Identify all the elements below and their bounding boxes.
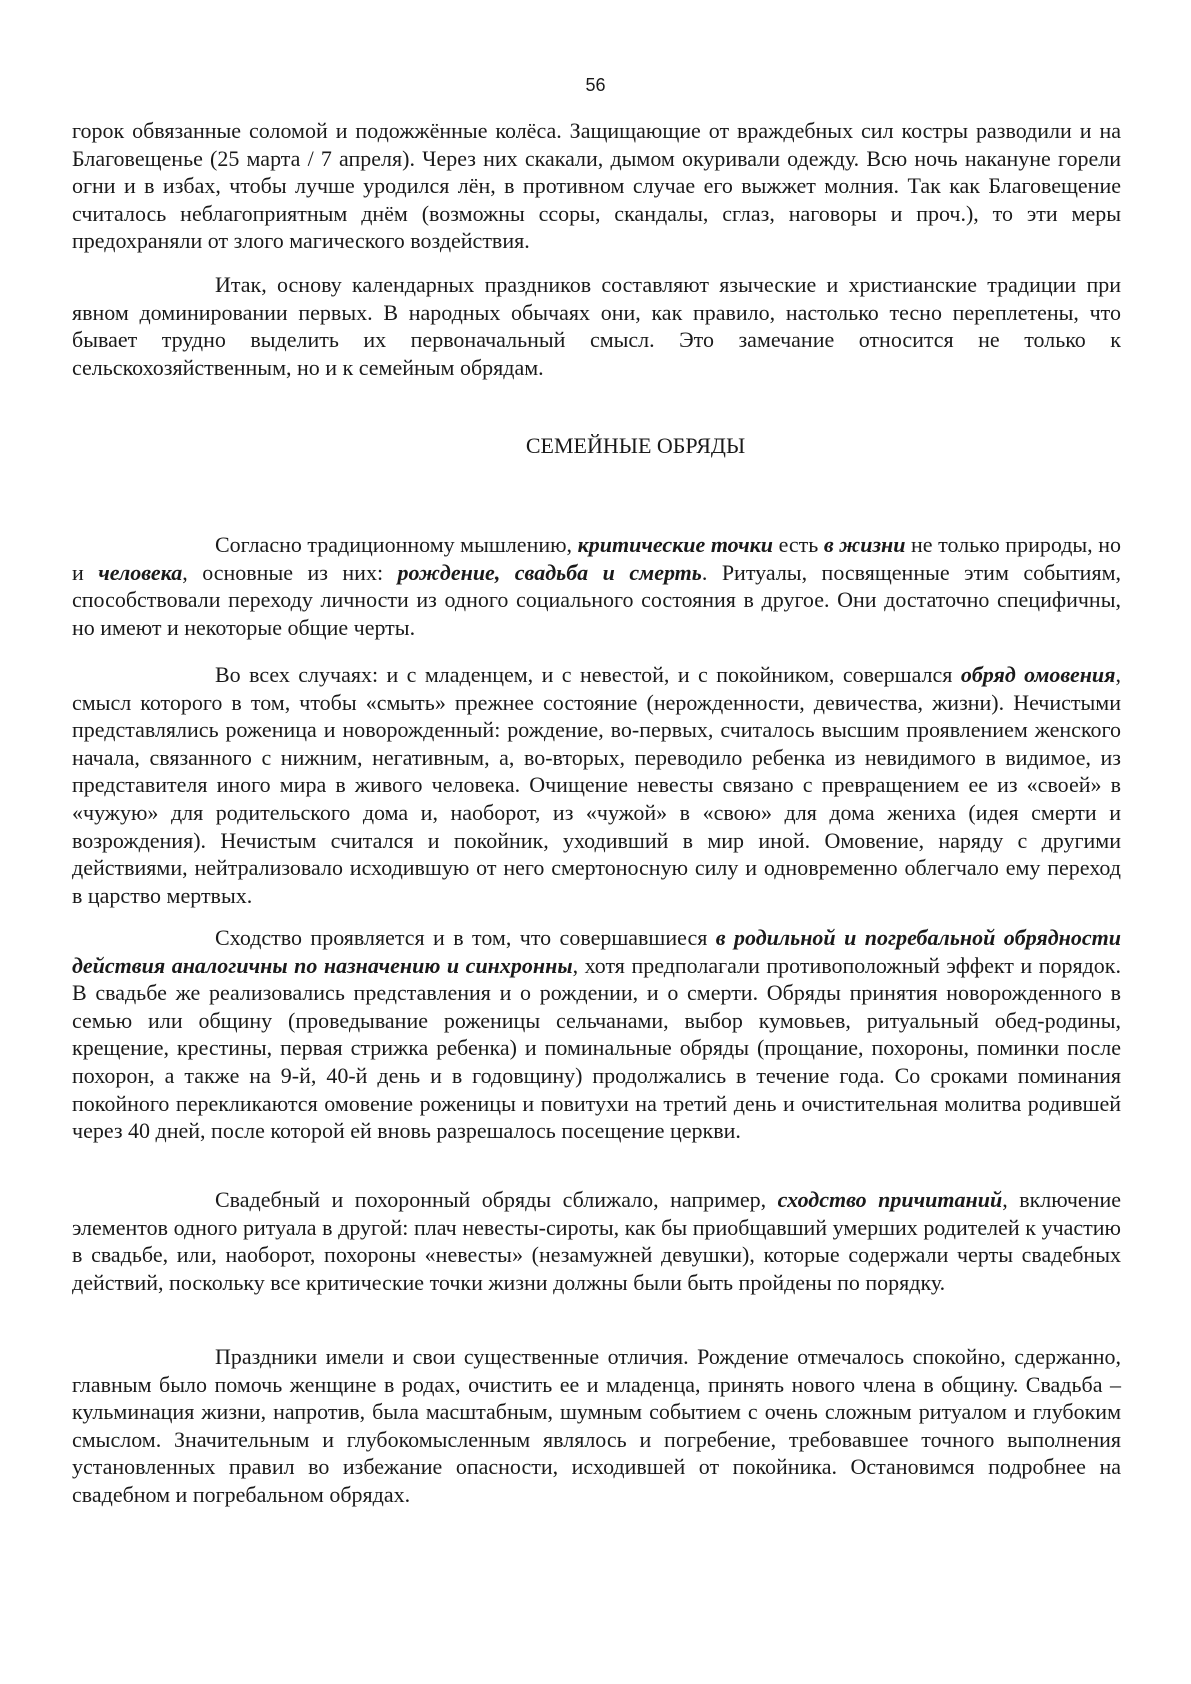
p3-text-5: . Ритуалы, посвященные этим событиям, способствовали переходу личности из одного социального состояния в другое. Они достаточно специфичны, но имеют и некоторые общие черты. (72, 559, 1121, 640)
paragraph-2 (72, 271, 1121, 381)
p5-emphasis-rituals-similar: в родильной и погребальной обрядности действия аналогичны по назначению и синхронны (72, 925, 1121, 978)
p3-emphasis-in-life: в жизни (823, 532, 906, 557)
p6-emphasis-lament-similarity: сходство причитаний (777, 1187, 1003, 1212)
paragraph-6-text (72, 1186, 1121, 1296)
paragraph-1-text: горок обвязанные соломой и подожжённые колёса. Защищающие от враждебных сил костры разводили и на Благовещенье (25 марта / 7 апреля). Через них скакали, дымом окуривали одежду. Всю ночь накануне горели огни и в избах, чтобы лучше уродился лён, в противном случае его выжжет молния. Так как Благовещение считалось неблагоприятным днём (возможны ссоры, скандалы, сглаз, наговоры и проч.), то эти меры предохраняли от злого магического воздействия. (72, 118, 1121, 254)
p3-text-1: Согласно традиционному мышлению, (215, 532, 578, 557)
paragraph-7 (72, 1343, 1121, 1509)
p3-text-3: не только природы, но и (72, 532, 1122, 585)
page-number: 56 (585, 75, 606, 95)
p4-text-2: , смысл которого в том, чтобы «смыть» прежнее состояние (нерожденности, девичества, жизни). Нечистыми представлялись роженица и новорожденный: рождение, во-первых, считалось высшим проявлением женского начала, связанного с нижним, негативным, а, во-вторых, переводило ребенка из невидимого в видимое, из представителя иного мира в живого человека. Очищение невесты связано с превращением ее из «своей» в «чужую» для родительского дома и, наоборот, из «чужой» в «свою» для дома жениха (идея смерти и возрождения). Нечистым считался и покойник, уходивший в мир иной. Омовение, наряду с другими действиями, нейтрализовало исходившую от него смертоносную силу и одновременно облегчало ему переход в царство мертвых. (72, 662, 1121, 908)
paragraph-1 (72, 117, 1121, 255)
p6-text-1: Свадебный и похоронный обряды сближало, например, (215, 1187, 778, 1212)
p4-text-1: Во всех случаях: и с младенцем, и с невестой, и с покойником, совершался (215, 662, 961, 687)
paragraph-2-text: Итак, основу календарных праздников составляют языческие и христианские традиции при явном доминировании первых. В народных обычаях они, как правило, настолько тесно переплетены, что бывает трудно выделить их первоначальный смысл. Это замечание относится не только к сельскохозяйственным, но и к семейным обрядам. (72, 272, 1121, 380)
p3-emphasis-critical-points: критические точки (577, 532, 774, 557)
section-heading: СЕМЕЙНЫЕ ОБРЯДЫ (525, 433, 746, 458)
p4-emphasis-ablution-rite: обряд омовения (960, 662, 1116, 687)
p6-text-2: , включение элементов одного ритуала в другой: плач невесты-сироты, как бы приобщавший умерших родителей к участию в свадьбе, или, наоборот, похороны «невесты» (незамужней девушки), которые содержали черты свадебных действий, поскольку все критические точки жизни должны были быть пройдены по порядку. (72, 1187, 1121, 1295)
p3-text-2: есть (773, 532, 824, 557)
paragraph-7-text: Праздники имели и свои существенные отличия. Рождение отмечалось спокойно, сдержанно, главным было помочь женщине в родах, очистить ее и младенца, принять нового члена в общину. Свадьба – кульминация жизни, напротив, была масштабным, шумным событием с очень сложным ритуалом и глубоким смыслом. Значительным и глубокомысленным являлось и погребение, требовавшее точного выполнения установленных правил во избежание опасности, исходившей от покойника. Остановимся подробнее на свадебном и погребальном обрядах. (72, 1344, 1121, 1507)
p3-emphasis-birth-wedding-death: рождение, свадьба и смерть (397, 559, 702, 585)
paragraph-5-text (72, 924, 1121, 1145)
p5-text-1: Сходство проявляется и в том, что совершавшиеся (215, 925, 716, 950)
paragraph-4-text (72, 661, 1121, 909)
p5-text-2: , хотя предполагали противоположный эффект и порядок. В свадьбе же реализовались представления и о рождении, и о смерти. Обряды принятия новорожденного в семью или общину (проведывание роженицы сельчанами, выбор кумовьев, ритуальный обед-родины, крещение, крестины, первая стрижка ребенка) и поминальные обряды (прощание, похороны, поминки после похорон, а также на 9-й, 40-й день и в годовщину) продолжались в течение года. Со сроками поминания покойного перекликаются омовение роженицы и повитухи на третий день и очистительная молитва родившей через 40 дней, после которой ей вновь разрешалось посещение церкви. (72, 952, 1121, 1144)
paragraph-3 (72, 531, 1121, 641)
p3-text-4: , основные из них: (182, 559, 398, 585)
paragraph-5 (72, 924, 1121, 1145)
p3-emphasis-person: человека (98, 559, 183, 585)
paragraph-6 (72, 1186, 1121, 1296)
paragraph-3-text (72, 531, 1121, 641)
paragraph-4 (72, 661, 1121, 909)
